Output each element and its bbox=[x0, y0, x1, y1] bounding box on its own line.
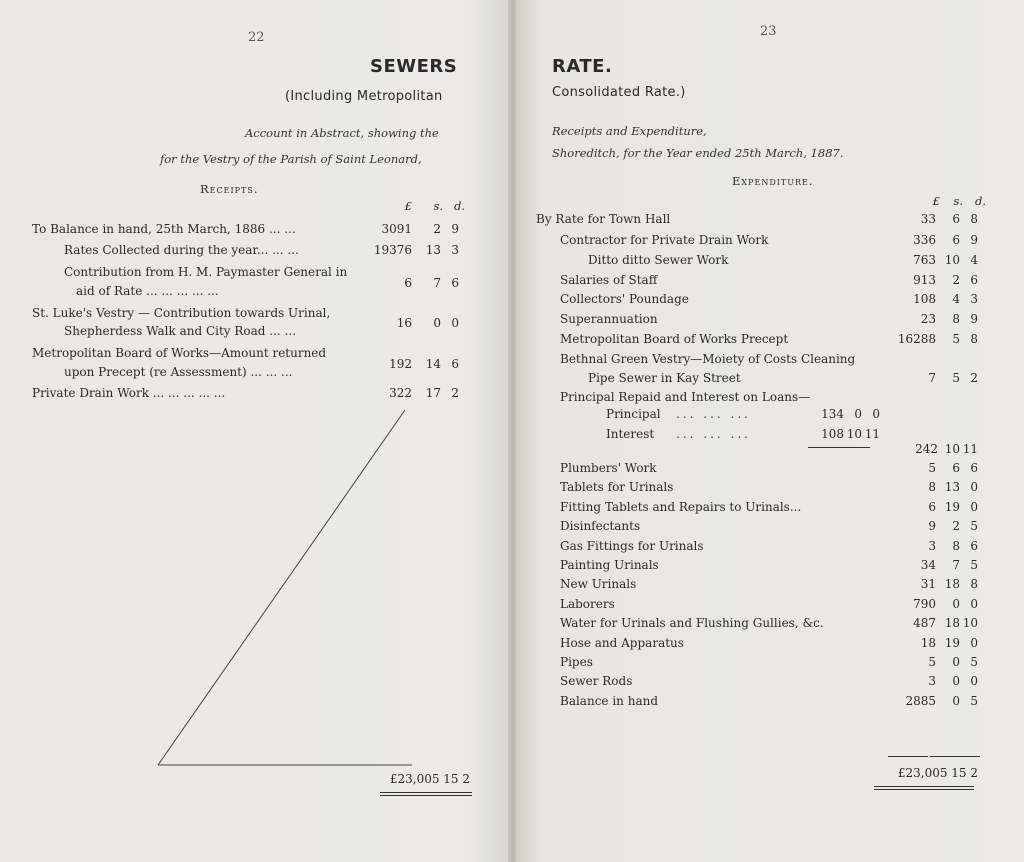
expenditure-amount-s: 8 bbox=[952, 312, 960, 326]
expenditure-item: Tablets for Urinals bbox=[560, 480, 674, 494]
loan-subtotal-rule bbox=[808, 447, 870, 448]
receipt-line: upon Precept (re Assessment) ... ... ... bbox=[64, 365, 293, 379]
receipt-amount-s: 17 bbox=[425, 386, 441, 400]
expenditure-amount-d: 3 bbox=[970, 292, 978, 306]
left-page bbox=[0, 0, 510, 862]
cancel-diagonal-line bbox=[150, 405, 420, 775]
receipt-line: aid of Rate ... ... ... ... ... bbox=[76, 284, 219, 298]
expenditure-item: Balance in hand bbox=[560, 694, 659, 708]
loan-principal-pounds: 134 bbox=[821, 407, 844, 421]
expenditure-amount-l: 7 bbox=[928, 371, 936, 385]
expenditure-amount-s: 8 bbox=[952, 539, 960, 553]
receipt-amount-d: 6 bbox=[451, 357, 459, 371]
receipt-line: Shepherdess Walk and City Road ... ... bbox=[64, 324, 297, 338]
expenditure-amount-d: 0 bbox=[970, 480, 978, 494]
expenditure-item: Superannuation bbox=[560, 312, 658, 326]
expenditure-item: Pipe Sewer in Kay Street bbox=[588, 371, 741, 385]
receipt-amount-s: 7 bbox=[433, 276, 441, 290]
loan-interest-pounds: 108 bbox=[821, 427, 844, 441]
receipt-amount-d: 6 bbox=[451, 276, 459, 290]
expenditure-amount-d: 2 bbox=[970, 371, 978, 385]
page-number-left: 22 bbox=[248, 30, 265, 45]
page-subtitle-right: Consolidated Rate.) bbox=[552, 85, 686, 100]
expenditure-amount-s: 19 bbox=[944, 500, 960, 514]
expenditure-amount-s: 0 bbox=[952, 694, 960, 708]
expenditure-amount-s: 0 bbox=[952, 655, 960, 669]
expenditure-amount-d: 9 bbox=[970, 312, 978, 326]
expenditure-amount-l: 33 bbox=[920, 212, 936, 226]
loan-principal-label: Principal bbox=[606, 407, 661, 421]
expenditure-amount-l: 8 bbox=[928, 480, 936, 494]
loan-principal-dots: ... ... ... bbox=[676, 407, 751, 421]
expenditure-item: Gas Fittings for Urinals bbox=[560, 539, 704, 553]
expenditure-amount-l: 31 bbox=[920, 577, 936, 591]
receipt-amount-l: 19376 bbox=[373, 243, 412, 257]
intro-line-1-left: Account in Abstract, showing the bbox=[245, 126, 439, 140]
loan-sum-pence: 11 bbox=[962, 442, 978, 456]
column-header-shillings-right: s. bbox=[953, 194, 963, 208]
expenditure-amount-s: 6 bbox=[952, 461, 960, 475]
receipt-amount-s: 0 bbox=[433, 316, 441, 330]
receipt-amount-s: 2 bbox=[433, 222, 441, 236]
total-right: £23,005 15 2 bbox=[897, 766, 978, 780]
receipt-amount-l: 322 bbox=[389, 386, 412, 400]
expenditure-amount-l: 5 bbox=[928, 461, 936, 475]
expenditure-amount-l: 34 bbox=[920, 558, 936, 572]
expenditure-amount-s: 2 bbox=[952, 273, 960, 287]
expenditure-amount-d: 5 bbox=[970, 519, 978, 533]
expenditure-amount-d: 8 bbox=[970, 332, 978, 346]
column-header-pence: d. bbox=[453, 199, 465, 213]
loan-sum-shillings: 10 bbox=[944, 442, 960, 456]
expenditure-amount-d: 6 bbox=[970, 539, 978, 553]
expenditure-amount-d: 5 bbox=[970, 655, 978, 669]
expenditure-amount-d: 9 bbox=[970, 233, 978, 247]
expenditure-amount-d: 0 bbox=[970, 500, 978, 514]
expenditure-amount-l: 108 bbox=[913, 292, 936, 306]
expenditure-amount-d: 0 bbox=[970, 674, 978, 688]
expenditure-amount-l: 23 bbox=[920, 312, 936, 326]
expenditure-amount-d: 5 bbox=[970, 558, 978, 572]
expenditure-amount-l: 18 bbox=[920, 636, 936, 650]
receipt-amount-l: 16 bbox=[396, 316, 412, 330]
expenditure-item: Salaries of Staff bbox=[560, 273, 658, 287]
expenditure-amount-s: 5 bbox=[952, 371, 960, 385]
expenditure-amount-s: 0 bbox=[952, 597, 960, 611]
intro-line-1-right: Receipts and Expenditure, bbox=[552, 124, 707, 138]
expenditure-amount-s: 0 bbox=[952, 674, 960, 688]
expenditure-item: Sewer Rods bbox=[560, 674, 633, 688]
loan-interest-label: Interest bbox=[606, 427, 655, 441]
receipt-amount-d: 3 bbox=[451, 243, 459, 257]
receipt-line: Contribution from H. M. Paymaster General in bbox=[64, 265, 348, 279]
expenditure-item: Fitting Tablets and Repairs to Urinals... bbox=[560, 500, 802, 514]
expenditure-item: Collectors' Poundage bbox=[560, 292, 689, 306]
total-left: £23,005 15 2 bbox=[389, 772, 470, 786]
column-header-pence-right: d. bbox=[974, 194, 986, 208]
expenditure-item: Hose and Apparatus bbox=[560, 636, 684, 650]
expenditure-amount-l: 6 bbox=[928, 500, 936, 514]
page-subtitle-left: (Including Metropolitan bbox=[285, 89, 443, 104]
expenditure-item: Laborers bbox=[560, 597, 615, 611]
expenditure-amount-s: 6 bbox=[952, 233, 960, 247]
receipt-line: Metropolitan Board of Works—Amount returned bbox=[32, 346, 327, 360]
column-header-shillings: s. bbox=[433, 199, 443, 213]
total-rule-right-2 bbox=[874, 789, 974, 790]
expenditure-amount-s: 18 bbox=[944, 616, 960, 630]
loan-interest-dots: ... ... ... bbox=[676, 427, 751, 441]
receipt-line: To Balance in hand, 25th March, 1886 ... ... bbox=[32, 222, 296, 236]
receipt-amount-s: 14 bbox=[425, 357, 441, 371]
expenditure-item: Pipes bbox=[560, 655, 593, 669]
expenditure-item: Painting Urinals bbox=[560, 558, 659, 572]
expenditure-amount-s: 10 bbox=[944, 253, 960, 267]
receipt-line: St. Luke's Vestry — Contribution towards Urinal, bbox=[32, 306, 331, 320]
expenditure-amount-d: 8 bbox=[970, 577, 978, 591]
right-page bbox=[516, 0, 1024, 862]
receipt-line: Rates Collected during the year... ... ... bbox=[64, 243, 299, 257]
column-header-pounds-right: £ bbox=[932, 194, 940, 208]
expenditure-amount-l: 16288 bbox=[897, 332, 936, 346]
expenditure-amount-l: 336 bbox=[913, 233, 936, 247]
column-header-pounds: £ bbox=[404, 199, 412, 213]
receipt-amount-s: 13 bbox=[425, 243, 441, 257]
expenditure-item: Contractor for Private Drain Work bbox=[560, 233, 769, 247]
loan-principal-pence: 0 bbox=[872, 407, 880, 421]
expenditure-amount-d: 4 bbox=[970, 253, 978, 267]
total-rule-right-1 bbox=[874, 786, 974, 787]
loan-principal-shillings: 0 bbox=[854, 407, 862, 421]
loan-sum-pounds: 242 bbox=[915, 442, 938, 456]
total-top-rule-right-a bbox=[888, 756, 928, 757]
expenditure-amount-s: 13 bbox=[944, 480, 960, 494]
expenditure-item: Plumbers' Work bbox=[560, 461, 657, 475]
expenditure-item: Disinfectants bbox=[560, 519, 641, 533]
expenditure-amount-d: 6 bbox=[970, 461, 978, 475]
receipt-amount-d: 9 bbox=[451, 222, 459, 236]
expenditure-item: Water for Urinals and Flushing Gullies, &c. bbox=[560, 616, 824, 630]
expenditure-amount-d: 6 bbox=[970, 273, 978, 287]
page-title-left: SEWERS bbox=[370, 56, 458, 77]
page-title-right: RATE. bbox=[552, 56, 613, 77]
expenditure-amount-l: 2885 bbox=[905, 694, 936, 708]
expenditure-amount-s: 2 bbox=[952, 519, 960, 533]
expenditure-amount-d: 10 bbox=[962, 616, 978, 630]
expenditure-item: Bethnal Green Vestry—Moiety of Costs Cleaning bbox=[560, 352, 856, 366]
section-heading-expenditure: Expenditure. bbox=[732, 174, 814, 188]
total-rule-left-2 bbox=[380, 795, 472, 796]
expenditure-amount-l: 790 bbox=[913, 597, 936, 611]
expenditure-item: Ditto ditto Sewer Work bbox=[588, 253, 729, 267]
expenditure-amount-s: 19 bbox=[944, 636, 960, 650]
expenditure-item: New Urinals bbox=[560, 577, 637, 591]
expenditure-item: Metropolitan Board of Works Precept bbox=[560, 332, 789, 346]
expenditure-amount-d: 8 bbox=[970, 212, 978, 226]
receipt-amount-d: 2 bbox=[451, 386, 459, 400]
receipt-amount-l: 3091 bbox=[381, 222, 412, 236]
expenditure-item: By Rate for Town Hall bbox=[536, 212, 671, 226]
section-heading-receipts: Receipts. bbox=[200, 182, 259, 196]
expenditure-amount-l: 3 bbox=[928, 674, 936, 688]
page-number-right: 23 bbox=[760, 24, 777, 39]
expenditure-amount-d: 0 bbox=[970, 636, 978, 650]
expenditure-amount-s: 4 bbox=[952, 292, 960, 306]
expenditure-item: Principal Repaid and Interest on Loans— bbox=[560, 390, 811, 404]
expenditure-amount-d: 0 bbox=[970, 597, 978, 611]
expenditure-amount-d: 5 bbox=[970, 694, 978, 708]
expenditure-amount-s: 5 bbox=[952, 332, 960, 346]
expenditure-amount-l: 5 bbox=[928, 655, 936, 669]
intro-line-2-right: Shoreditch, for the Year ended 25th March, 1887. bbox=[552, 146, 844, 160]
expenditure-amount-s: 18 bbox=[944, 577, 960, 591]
expenditure-amount-s: 7 bbox=[952, 558, 960, 572]
receipt-amount-d: 0 bbox=[451, 316, 459, 330]
expenditure-amount-l: 487 bbox=[913, 616, 936, 630]
total-rule-left-1 bbox=[380, 792, 472, 793]
expenditure-amount-l: 3 bbox=[928, 539, 936, 553]
expenditure-amount-s: 6 bbox=[952, 212, 960, 226]
receipt-amount-l: 6 bbox=[404, 276, 412, 290]
loan-interest-pence: 11 bbox=[864, 427, 880, 441]
total-top-rule-right-b bbox=[930, 756, 980, 757]
receipt-line: Private Drain Work ... ... ... ... ... bbox=[32, 386, 226, 400]
intro-line-2-left: for the Vestry of the Parish of Saint Leonard, bbox=[160, 152, 422, 166]
expenditure-amount-l: 763 bbox=[913, 253, 936, 267]
loan-interest-shillings: 10 bbox=[846, 427, 862, 441]
expenditure-amount-l: 9 bbox=[928, 519, 936, 533]
expenditure-amount-l: 913 bbox=[913, 273, 936, 287]
receipt-amount-l: 192 bbox=[389, 357, 412, 371]
